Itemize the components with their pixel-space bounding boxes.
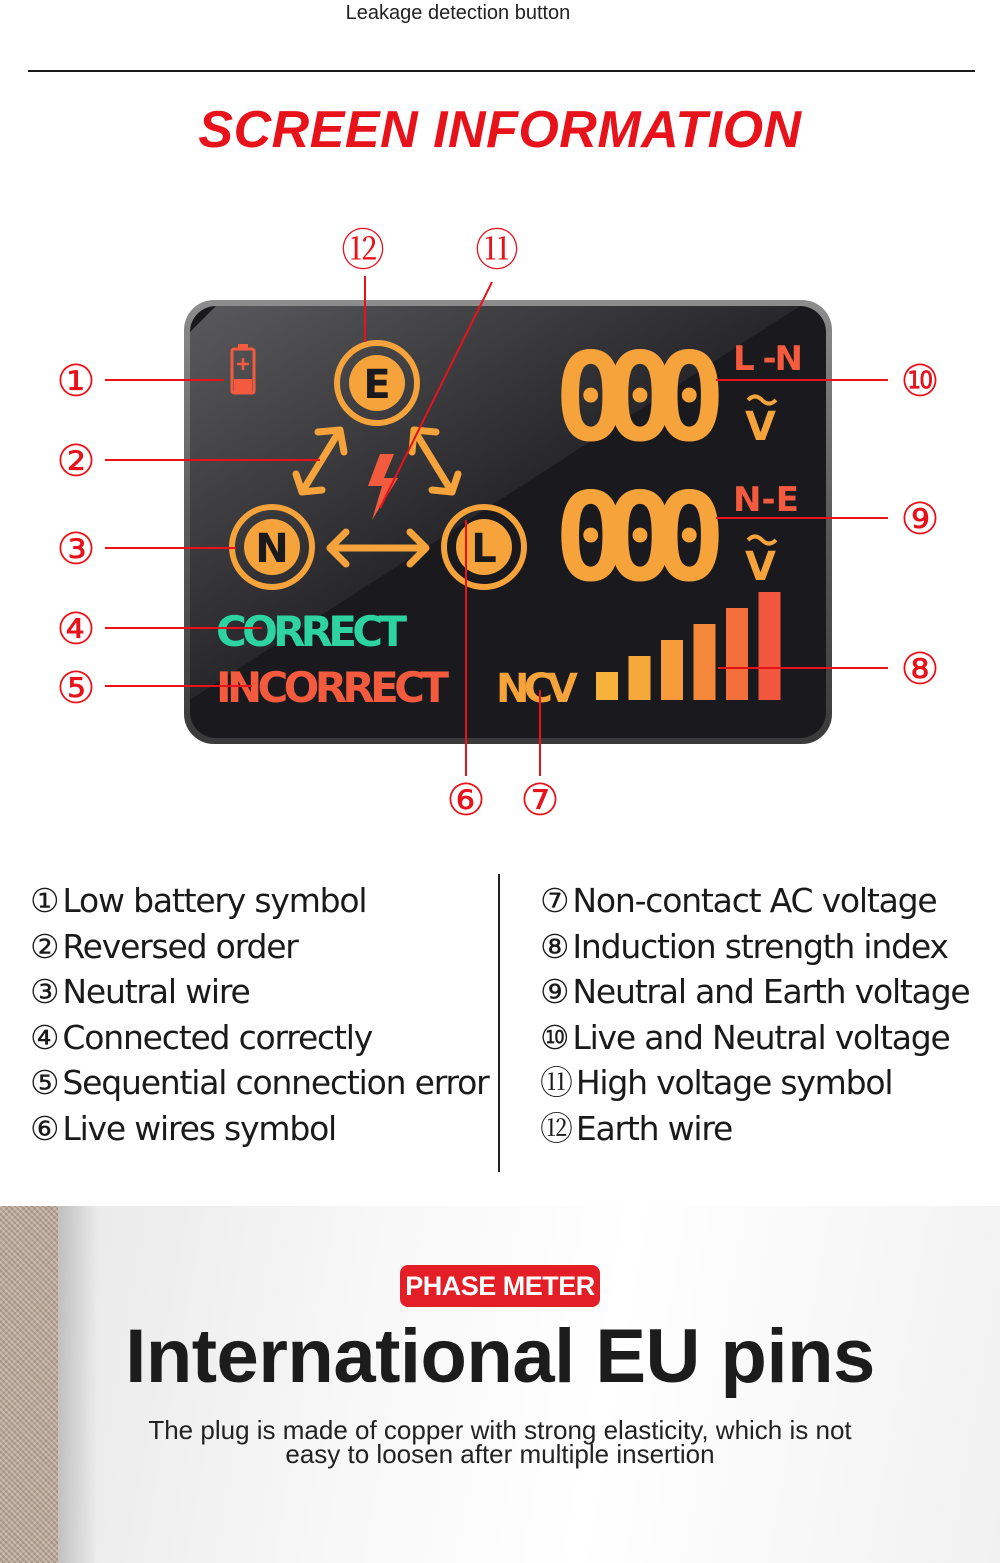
label-ln: L -N xyxy=(733,339,803,379)
promo-banner xyxy=(0,1206,1000,1563)
svg-text:V: V xyxy=(745,404,776,450)
neutral-symbol xyxy=(232,507,312,587)
legend-item: ⑦ Non-contact AC voltage xyxy=(540,881,937,920)
legend-item: ④ Connected correctly xyxy=(30,1017,373,1057)
section-title: SCREEN INFORMATION xyxy=(198,101,802,159)
ac-volt-unit-ln xyxy=(745,397,776,451)
legend-item: ⑪ High voltage symbol xyxy=(540,1063,893,1102)
legend-item: ① Low battery symbol xyxy=(30,881,367,920)
status-incorrect: INCORRECT xyxy=(216,663,448,712)
strength-bar xyxy=(629,656,651,700)
strength-bar xyxy=(596,672,618,700)
strength-bar xyxy=(694,624,716,700)
section-divider xyxy=(28,70,975,72)
lcd-diagram-svg xyxy=(0,220,1000,830)
callout-7: ⑦ xyxy=(520,775,560,826)
strength-bar xyxy=(759,592,781,700)
legend-item: ② Reversed order xyxy=(30,926,298,966)
promo-subtitle-line-1: The plug is made of copper with strong elasticity, which is not xyxy=(148,1415,852,1445)
strength-bar xyxy=(661,640,683,700)
ac-volt-unit-ne xyxy=(745,537,776,591)
legend-item: ③ Neutral wire xyxy=(30,972,250,1011)
callout-4: ④ xyxy=(56,604,96,655)
callout-2: ② xyxy=(56,436,96,487)
live-symbol xyxy=(444,507,524,587)
digits-ln: 000 xyxy=(554,327,720,469)
callout-11: ⑪ xyxy=(475,225,519,276)
callout-6: ⑥ xyxy=(446,775,486,826)
label-ne: N-E xyxy=(733,480,799,520)
svg-text:N: N xyxy=(255,526,289,572)
status-correct: CORRECT xyxy=(216,607,406,656)
ncv-label: NCV xyxy=(496,666,578,712)
screen-diagram xyxy=(0,220,1000,830)
digits-ne: 000 xyxy=(554,467,720,609)
legend-item: ⑥ Live wires symbol xyxy=(30,1108,337,1148)
strength-bar xyxy=(726,608,748,700)
legend-item: ⑩ Live and Neutral voltage xyxy=(540,1017,950,1057)
phase-meter-badge: PHASE METER xyxy=(400,1265,600,1307)
legend-item: ⑨ Neutral and Earth voltage xyxy=(540,972,970,1011)
promo-subtitle xyxy=(100,1415,900,1469)
promo-subtitle-line-2: easy to loosen after multiple insertion xyxy=(285,1439,715,1469)
svg-text:E: E xyxy=(363,362,391,408)
legend-separator xyxy=(498,874,500,1172)
callout-1: ① xyxy=(56,356,96,407)
callout-12: ⑫ xyxy=(341,225,385,276)
legend-left-column xyxy=(30,878,490,1151)
earth-symbol xyxy=(337,343,417,423)
legend-item: ⑤ Sequential connection error xyxy=(30,1063,489,1102)
legend-item: ⑫ Earth wire xyxy=(540,1108,733,1148)
callout-10: ⑩ xyxy=(900,356,940,407)
top-caption: Leakage detection button xyxy=(345,2,571,24)
callout-5: ⑤ xyxy=(56,663,96,714)
legend-right-column xyxy=(540,878,980,1151)
promo-title: International EU pins xyxy=(125,1314,875,1399)
svg-text:V: V xyxy=(745,544,776,590)
legend-item: ⑧ Induction strength index xyxy=(540,926,948,966)
callout-8: ⑧ xyxy=(900,644,940,695)
legend xyxy=(0,878,1000,1178)
callout-9: ⑨ xyxy=(900,494,940,545)
svg-text:L: L xyxy=(471,526,497,572)
callout-3: ③ xyxy=(56,524,96,575)
